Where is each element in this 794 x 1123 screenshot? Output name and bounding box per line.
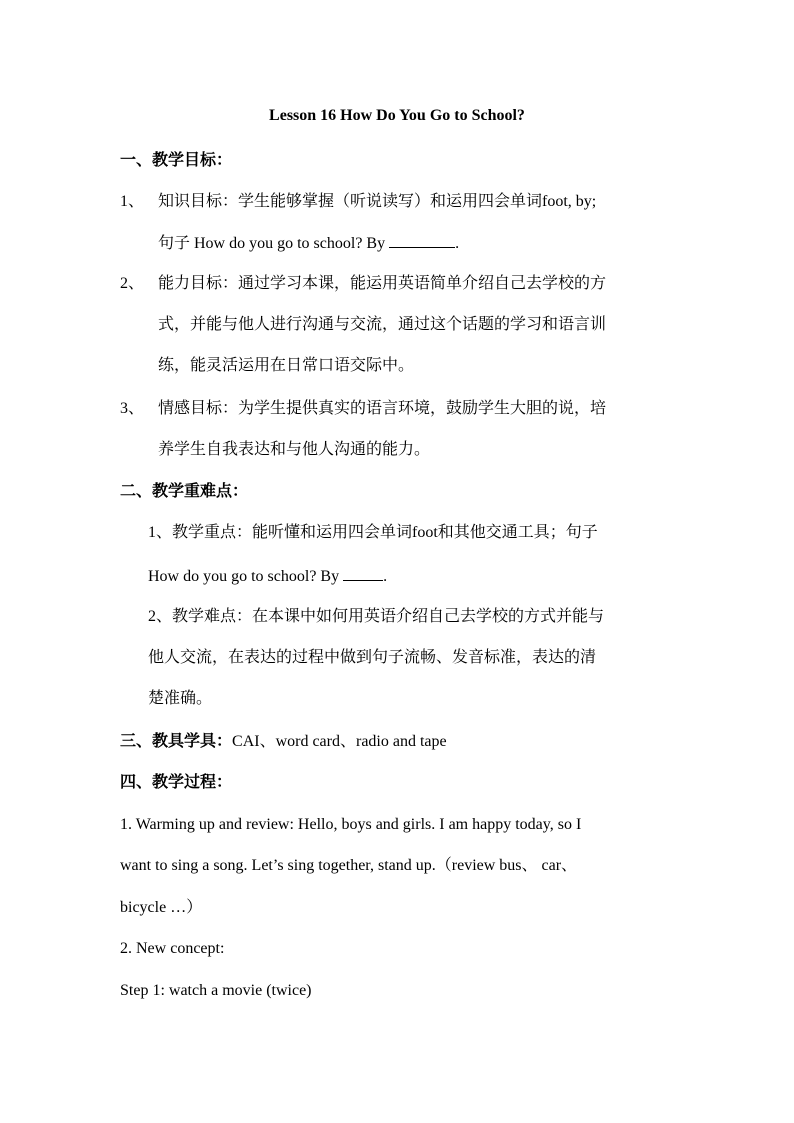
objective-1-sentence: 句子 How do you go to school? By (158, 235, 390, 252)
teaching-aids-line (120, 730, 447, 754)
section-heading-objectives: 一、教学目标： (120, 152, 233, 169)
process-para-1-line-3: bicycle …） (120, 899, 203, 916)
difficult-point-line-1: 2、教学难点：在本课中如何用英语介绍自己去学校的方式并能与 (148, 608, 605, 625)
fill-in-blank (343, 564, 383, 581)
process-step-1: Step 1: watch a movie (twice) (120, 982, 312, 999)
process-para-1-line-2: want to sing a song. Let’s sing together, stand up.（review bus、 car、 (120, 857, 578, 874)
section-heading-process: 四、教学过程： (120, 774, 233, 791)
key-point-line-1: 1、教学重点：能听懂和运用四会单词foot和其他交通工具；句子 (148, 524, 598, 541)
objective-2-text: 能力目标：通过学习本课，能运用英语简单介绍自己去学校的方 (158, 275, 607, 292)
process-para-1-line-1: 1. Warming up and review: Hello, boys and girls. I am happy today, so I (120, 816, 582, 833)
objective-3-line-2: 养学生自我表达和与他人沟通的能力。 (158, 441, 431, 458)
objective-1-line-1 (120, 190, 674, 214)
objective-2-number: 2、 (120, 275, 145, 292)
key-point-period: . (383, 568, 388, 585)
objective-1-text: 知识目标：学生能够掌握（听说读写）和运用四会单词foot, by; (158, 193, 597, 210)
key-point-sentence: How do you go to school? By (148, 568, 344, 585)
section-heading-key-points: 二、教学重难点： (120, 483, 249, 500)
objective-1-line-2 (158, 231, 459, 256)
objective-1-number: 1、 (120, 193, 145, 210)
teaching-aids-content: CAI、word card、radio and tape (232, 733, 447, 750)
objective-1-period: . (455, 235, 460, 252)
process-para-2: 2. New concept: (120, 940, 225, 957)
difficult-point-line-3: 楚准确。 (148, 690, 213, 707)
fill-in-blank (389, 231, 455, 248)
document-title: Lesson 16 How Do You Go to School? (269, 107, 525, 124)
objective-2-line-1 (120, 272, 606, 296)
section-heading-teaching-aids: 三、教具学具： (120, 733, 233, 750)
objective-3-text: 情感目标：为学生提供真实的语言环境，鼓励学生大胆的说，培 (158, 400, 607, 417)
difficult-point-line-2: 他人交流，在表达的过程中做到句子流畅、发音标准，表达的清 (148, 649, 597, 666)
key-point-line-2 (148, 564, 387, 589)
objective-3-number: 3、 (120, 400, 145, 417)
objective-2-line-2: 式，并能与他人进行沟通与交流，通过这个话题的学习和语言训 (158, 316, 607, 333)
objective-2-line-3: 练，能灵活运用在日常口语交际中。 (158, 357, 415, 374)
objective-3-line-1 (120, 397, 606, 421)
